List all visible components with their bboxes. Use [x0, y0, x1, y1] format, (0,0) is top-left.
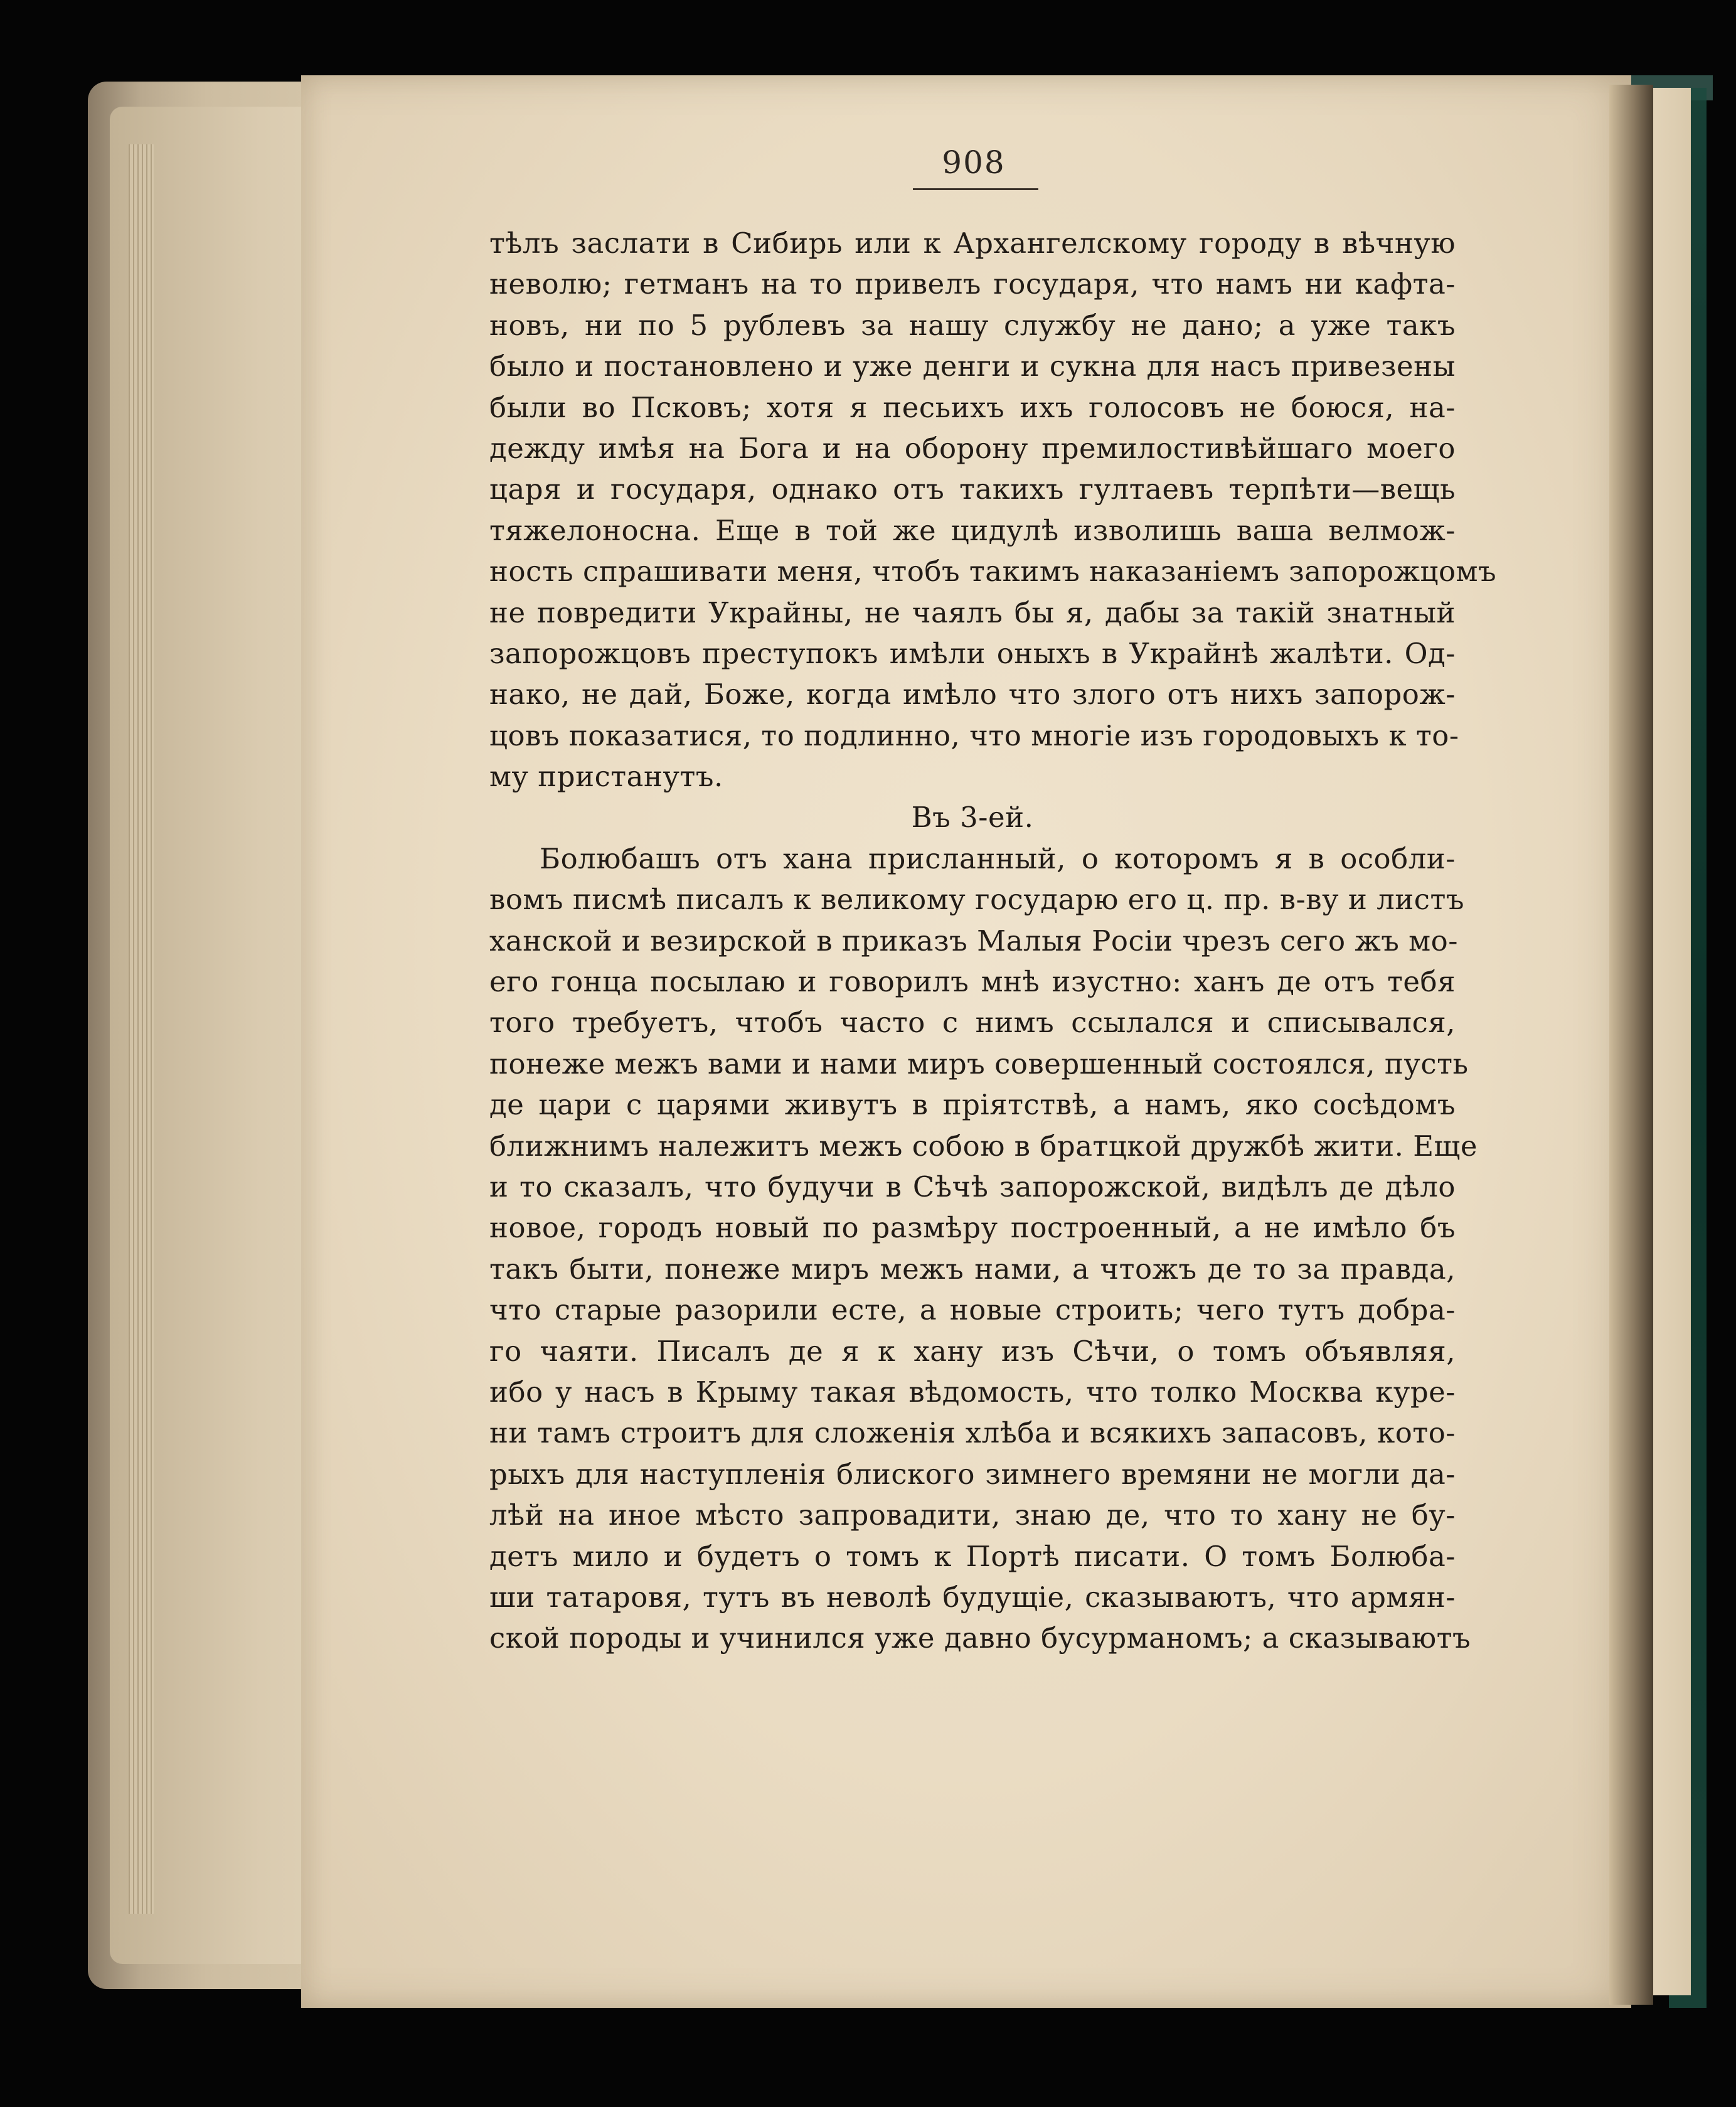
text-line: детъ мило и будетъ о томъ к Портѣ писати. О томъ Болюба-	[489, 1539, 1456, 1573]
page-text	[489, 223, 1497, 1659]
text-line: ской породы и учинился уже давно бусурманомъ; а сказываютъ	[489, 1621, 1471, 1655]
text-line: понеже межъ вами и нами миръ совершенный состоялся, пусть	[489, 1047, 1469, 1080]
text-line: ни тамъ строитъ для сложенія хлѣба и всякихъ запасовъ, кото-	[489, 1416, 1456, 1450]
text-line: новое, городъ новый по размѣру построенный, а не имѣло бъ	[489, 1211, 1456, 1245]
text-line: де цари с царями живутъ в пріятствѣ, а намъ, яко сосѣдомъ	[489, 1088, 1456, 1122]
text-line: неволю; гетманъ на то привелъ государя, что намъ ни кафта-	[489, 267, 1456, 301]
text-line: ханской и везирской в приказъ Малыя Росіи чрезъ сего жъ мо-	[489, 924, 1458, 957]
text-line: были во Псковъ; хотя я песьихъ ихъ голосовъ не боюся, на-	[489, 390, 1456, 424]
page-number-rule	[913, 188, 1038, 190]
text-line: му пристанутъ.	[489, 760, 723, 794]
section-heading: Въ 3-ей.	[911, 801, 1034, 835]
text-line: такъ быти, понеже миръ межъ нами, а чтожъ де то за правда,	[489, 1252, 1456, 1286]
text-line: нако, не дай, Боже, когда имѣло что злого отъ нихъ запорож-	[489, 678, 1456, 712]
text-line: ность спрашивати меня, чтобъ такимъ наказаніемъ запорожцомъ	[489, 555, 1497, 589]
text-line: запорожцовъ преступокъ имѣли оныхъ в Украйнѣ жалѣти. Од-	[489, 636, 1456, 670]
text-line: его гонца посылаю и говорилъ мнѣ изустно: ханъ де отъ тебя	[489, 965, 1456, 999]
text-line: дежду имѣя на Бога и на оборону премилостивѣйшаго моего	[489, 431, 1456, 465]
page-edges-texture	[129, 144, 154, 1914]
page-number: 908	[942, 144, 1006, 181]
text-line: царя и государя, однако отъ такихъ гултаевъ терпѣти—вещь	[489, 472, 1456, 506]
text-line: что старые разорили есте, а новые строить; чего тутъ добра-	[489, 1293, 1456, 1327]
text-line: го чаяти. Писалъ де я к хану изъ Сѣчи, о томъ объявляя,	[489, 1334, 1456, 1368]
text-line: Болюбашъ отъ хана присланный, о которомъ я в особли-	[540, 841, 1456, 875]
text-line: цовъ показатися, то подлинно, что многіе изъ городовыхъ к то-	[489, 718, 1459, 752]
text-line: лѣй на иное мѣсто запровадити, знаю де, что то хану не бу-	[489, 1498, 1456, 1532]
text-line: тѣлъ заслати в Сибирь или к Архангелскому городу в вѣчную	[489, 227, 1456, 260]
text-line: тяжелоносна. Еще в той же цидулѣ изволишь ваша велмож-	[489, 513, 1456, 547]
text-line: было и постановлено и уже денги и сукна для насъ привезены	[489, 349, 1456, 383]
text-line: не повредити Украйны, не чаялъ бы я, дабы за такій знатный	[489, 595, 1456, 629]
text-line: рыхъ для наступленія блиского зимнего времяни не могли да-	[489, 1457, 1456, 1491]
text-line: ибо у насъ в Крыму такая вѣдомость, что толко Москва куре-	[489, 1375, 1456, 1409]
text-line: ши татаровя, тутъ въ неволѣ будущіе, сказываютъ, что армян-	[489, 1580, 1456, 1614]
text-line: ближнимъ належитъ межъ собою в братцкой дружбѣ жити. Еще	[489, 1129, 1478, 1163]
text-line: новъ, ни по 5 рублевъ за нашу службу не дано; а уже такъ	[489, 308, 1456, 342]
text-line: того требуетъ, чтобъ часто с нимъ ссылался и списывался,	[489, 1006, 1456, 1040]
text-line: вомъ писмѣ писалъ к великому государю его ц. пр. в-ву и листъ	[489, 883, 1464, 917]
text-line: и то сказалъ, что будучи в Сѣчѣ запорожской, видѣлъ де дѣло	[489, 1170, 1456, 1203]
page-gutter	[1609, 85, 1653, 2005]
